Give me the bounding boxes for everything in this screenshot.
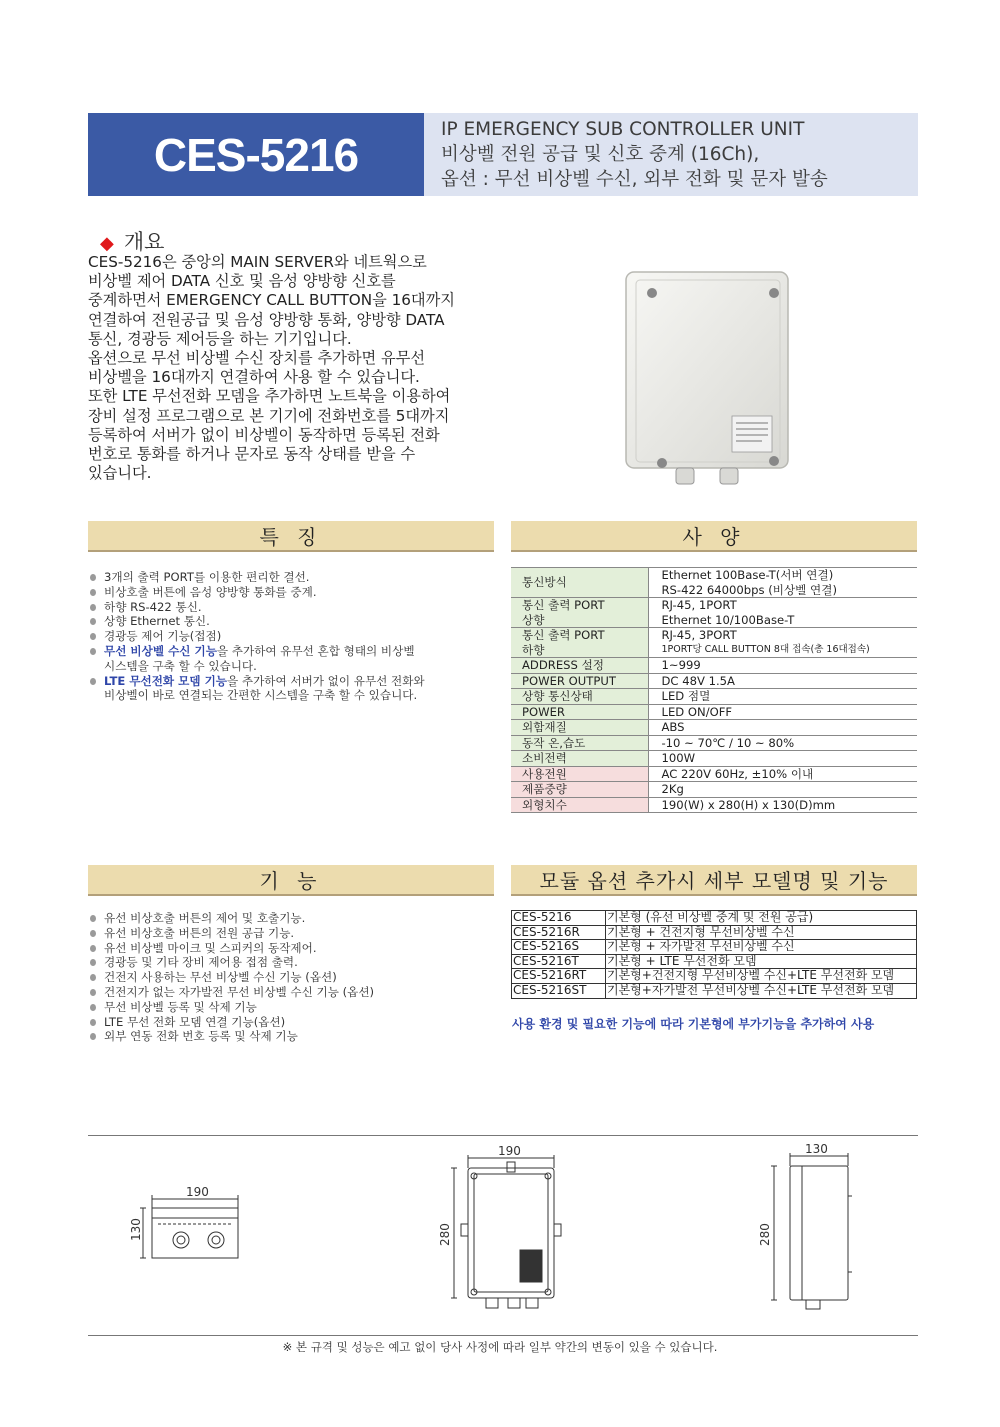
spec-value: -10 ~ 70℃ / 10 ~ 80% (648, 735, 917, 751)
overview-heading-text: 개요 (123, 230, 165, 254)
overview-line: 있습니다. (88, 464, 152, 483)
model-code: CES-5216 (512, 911, 606, 926)
spec-value (648, 628, 917, 658)
overview-line: 번호로 통화를 하거나 문자로 동작 상태를 받을 수 (88, 445, 416, 464)
features-section-bar: 특 징 (88, 521, 494, 552)
spec-key: ADDRESS 설정 (511, 658, 648, 674)
table-row (512, 911, 917, 926)
table-row (511, 658, 917, 674)
spec-key: 상향 통신상태 (511, 689, 648, 705)
title-line-3: 옵션 : 무선 비상벨 수신, 외부 전화 및 문자 발송 (441, 169, 828, 190)
overview-line: 통신, 경광등 제어등을 하는 기기입니다. (88, 329, 352, 348)
front-view-drawing (451, 1155, 561, 1308)
list-item: 건전지 사용하는 무선 비상벨 수신 기능 (옵션) (88, 970, 374, 985)
model-note: 사용 환경 및 필요한 기능에 따라 기본형에 부가기능을 추가하여 사용 (512, 1017, 875, 1031)
title-line-1: IP EMERGENCY SUB CONTROLLER UNIT (441, 119, 805, 140)
list-item-continued: 비상벨이 바로 연결되는 간편한 시스템을 구축 할 수 있습니다. (104, 688, 418, 703)
spec-value: 1~999 (648, 658, 917, 674)
wireless-highlight: 무선 비상벨 수신 기능 (104, 643, 217, 658)
model-code: CES-5216S (512, 940, 606, 955)
list-item: 경광등 제어 기능(접점) (88, 629, 425, 644)
header (88, 113, 918, 196)
lte-rest: 을 추가하여 서버가 없이 유무선 전화와 (227, 673, 425, 688)
divider (88, 1335, 918, 1336)
spec-value: DC 48V 1.5A (648, 673, 917, 689)
overview-line: 비상벨을 16대까지 연결하여 사용 할 수 있습니다. (88, 368, 420, 387)
model-code: CES-5216RT (512, 969, 606, 984)
spec-key: POWER OUTPUT (511, 673, 648, 689)
table-row (511, 598, 917, 628)
model-name: CES-5216 (88, 113, 424, 196)
overview-line: 또한 LTE 무선전화 모뎀을 추가하면 노트북을 이용하여 (88, 387, 451, 406)
functions-list (88, 911, 374, 1044)
spec-value (648, 568, 917, 598)
list-item: 상향 Ethernet 통신. (88, 614, 425, 629)
spec-value: 190(W) x 280(H) x 130(D)mm (648, 797, 917, 813)
spec-value-line: RJ-45, 1PORT (661, 598, 737, 612)
spec-key-line: 통신 출력 PORT (522, 628, 605, 642)
product-title (424, 113, 918, 196)
dim-label-front-height: 280 (438, 1223, 452, 1246)
table-row (511, 735, 917, 751)
overview-line: 옵션으로 무선 비상벨 수신 장치를 추가하면 유무선 (88, 349, 426, 368)
table-row (512, 983, 917, 998)
dim-label-depth-height: 280 (758, 1223, 772, 1246)
spec-key: 사용전원 (511, 766, 648, 782)
table-row (512, 925, 917, 940)
spec-key: 외함재질 (511, 720, 648, 736)
model-desc: 기본형+자가발전 무선비상벨 수신+LTE 무선전화 모뎀 (606, 983, 917, 998)
list-item: 유선 비상호출 버튼의 전원 공급 기능. (88, 926, 374, 941)
spec-table (511, 567, 917, 813)
dimension-drawings (88, 1136, 918, 1335)
model-desc: 기본형 + 건전지형 무선비상벨 수신 (606, 925, 917, 940)
spec-key: 동작 온,습도 (511, 735, 648, 751)
functions-section-bar: 기 능 (88, 865, 494, 896)
spec-key (511, 628, 648, 658)
specs-section-bar: 사 양 (511, 521, 917, 552)
table-row (512, 940, 917, 955)
list-item: 외부 연동 전화 번호 등록 및 삭제 기능 (88, 1029, 374, 1044)
list-item: 비상호출 버튼에 음성 양방향 통화를 중계. (88, 585, 425, 600)
dim-label-side-height: 130 (129, 1218, 143, 1241)
table-row (511, 797, 917, 813)
list-item: 유선 비상호출 버튼의 제어 및 호출기능. (88, 911, 374, 926)
bottom-view-drawing (140, 1195, 238, 1258)
model-code: CES-5216R (512, 925, 606, 940)
table-row (511, 782, 917, 798)
spec-value (648, 598, 917, 628)
model-desc: 기본형 + 자가발전 무선비상벨 수신 (606, 940, 917, 955)
wireless-rest: 을 추가하여 유무선 혼합 형태의 비상벨 (216, 643, 415, 658)
dim-label-depth-width: 130 (805, 1142, 828, 1156)
model-desc: 기본형 (유선 비상벨 중계 및 전원 공급) (606, 911, 917, 926)
overview-line: 등록하여 서버가 없이 비상벨이 동작하면 등록된 전화 (88, 425, 440, 444)
spec-key-line: 하향 (522, 642, 545, 657)
spec-value: LED ON/OFF (648, 704, 917, 720)
spec-key-line: 상향 (522, 612, 545, 627)
footer-note: ※ 본 규격 및 성능은 예고 없이 당사 사정에 따라 일부 약간의 변동이 있을 수 있습니다. (282, 1340, 718, 1354)
side-view-drawing (771, 1153, 852, 1309)
title-line-2: 비상벨 전원 공급 및 신호 중계 (16Ch), (441, 144, 760, 165)
spec-key: POWER (511, 704, 648, 720)
spec-key (511, 598, 648, 628)
model-desc: 기본형+건전지형 무선비상벨 수신+LTE 무선전화 모뎀 (606, 969, 917, 984)
list-item: 경광등 및 기타 장비 제어용 접점 출력. (88, 955, 374, 970)
spec-value-line: Ethernet 100Base-T(서버 연결) (661, 568, 834, 582)
model-desc: 기본형 + LTE 무선전화 모뎀 (606, 954, 917, 969)
list-item (88, 674, 425, 689)
spec-key: 외형치수 (511, 797, 648, 813)
list-item: 하향 RS-422 통신. (88, 600, 425, 615)
overview-line: 연결하여 전원공급 및 음성 양방향 통화, 양방향 DATA (88, 310, 445, 329)
table-row (511, 628, 917, 658)
list-item-continued: 시스템을 구축 할 수 있습니다. (104, 658, 257, 673)
table-row (512, 969, 917, 984)
spec-value-line: RS-422 64000bps (비상벨 연결) (661, 582, 837, 597)
spec-value: 100W (648, 751, 917, 767)
table-row (511, 673, 917, 689)
list-item: 3개의 출력 PORT를 이용한 편리한 결선. (88, 570, 425, 585)
spec-key: 소비전력 (511, 751, 648, 767)
list-item: 건전지가 없는 자가발전 무선 비상벨 수신 기능 (옵션) (88, 985, 374, 1000)
dim-label-side-width: 190 (186, 1185, 209, 1199)
spec-key: 통신방식 (511, 568, 648, 598)
product-photo (622, 268, 798, 490)
overview-line: 장비 설정 프로그램으로 본 기기에 전화번호를 5대까지 (88, 406, 450, 425)
spec-value: LED 점멸 (648, 689, 917, 705)
diamond-bullet-icon: ◆ (100, 233, 114, 254)
spec-value: 2Kg (648, 782, 917, 798)
overview-line: CES-5216은 중앙의 MAIN SERVER와 네트웍으로 (88, 253, 427, 271)
list-item: LTE 무선 전화 모뎀 연결 기능(옵션) (88, 1015, 374, 1030)
table-row (511, 720, 917, 736)
features-list (88, 570, 425, 703)
list-item: 유선 비상벨 마이크 및 스피커의 동작제어. (88, 941, 374, 956)
table-row (511, 704, 917, 720)
spec-value-line: 1PORT당 CALL BUTTON 8대 접속(총 16대접속) (661, 643, 870, 655)
overview-line: 비상벨 제어 DATA 신호 및 음성 양방향 신호를 (88, 272, 396, 291)
table-row (511, 751, 917, 767)
dim-label-front-width: 190 (498, 1144, 521, 1158)
table-row (511, 568, 917, 598)
model-table (511, 910, 917, 999)
table-row (511, 766, 917, 782)
spec-value-line: RJ-45, 3PORT (661, 628, 737, 642)
model-code: CES-5216ST (512, 983, 606, 998)
spec-value-line: Ethernet 10/100Base-T (661, 612, 795, 627)
spec-key: 제품중량 (511, 782, 648, 798)
list-item: 무선 비상벨 등록 및 삭제 기능 (88, 1000, 374, 1015)
options-section-bar: 모듈 옵션 추가시 세부 모델명 및 기능 (511, 865, 917, 896)
table-row (511, 689, 917, 705)
lte-highlight: LTE 무선전화 모뎀 기능 (104, 673, 228, 688)
list-item (88, 644, 425, 659)
overview-heading (100, 226, 164, 256)
table-row (512, 954, 917, 969)
spec-key-line: 통신 출력 PORT (522, 598, 605, 612)
spec-value: AC 220V 60Hz, ±10% 이내 (648, 766, 917, 782)
overview-text (88, 253, 508, 483)
spec-value: ABS (648, 720, 917, 736)
overview-line: 중계하면서 EMERGENCY CALL BUTTON을 16대까지 (88, 291, 455, 310)
model-code: CES-5216T (512, 954, 606, 969)
